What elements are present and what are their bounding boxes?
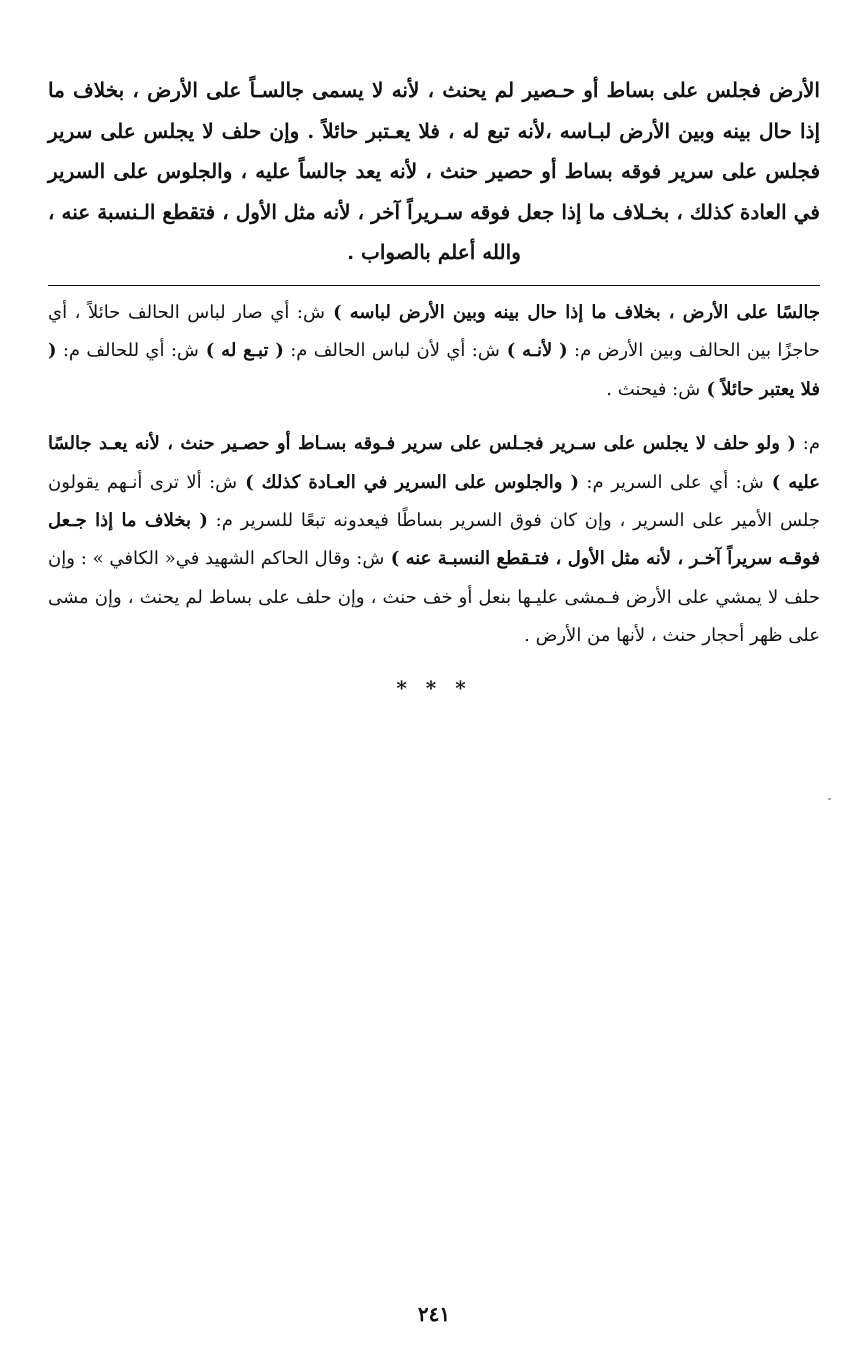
footnote-2-segment: ش: وقال الحاكم الشهيد في« الكافي » : وإن حلف لا يمشي على الأرض فـمشى عليـها بنعل أو خف حنث ، وإن حلف على بساط لم يحنث ، وإن مشى على ظهر أحجار حنث ، لأنها من الأرض .	[48, 548, 820, 647]
section-end-ornament: * * *	[396, 675, 472, 700]
page-number: ٢٤١	[417, 1302, 451, 1326]
footnote-1-segment: ( تبـع له )	[198, 340, 284, 362]
page-body	[48, 70, 820, 700]
scan-speck	[828, 798, 831, 800]
footnote-1-segment: ش: فيحنث .	[606, 378, 701, 400]
footnote-1-segment: جالسًا على الأرض ، بخلاف ما إذا حال بينه وبين الأرض لباسه )	[324, 301, 820, 323]
footnote-2-segment: م:	[795, 433, 820, 455]
footnote-1-segment: ش: أي لأن لباس الحالف م:	[283, 340, 500, 362]
footnote-1-segment: ش: أي للحالف م:	[56, 340, 199, 362]
footnote-2-segment: ش: ألا ترى أنـهم يقولون جلس الأمير على السرير ، وإن كان فوق السرير بساطًا فيعدونه تبعًا للسرير م:	[48, 471, 820, 531]
footnote-2-segment: ( بخلاف ما إذا جـعل فوقـه سريراً آخـر ، لأنه مثل الأول ، فتـقطع النسبـة عنه )	[48, 510, 821, 570]
footnote-1-segment: ش: أي صار لباس الحالف حائلاً ، أي حاجزًا بين الحالف وبين الأرض م:	[48, 301, 821, 362]
footnote-2-segment: ( والجلوس على السرير في العـادة كذلك )	[237, 471, 579, 493]
footnote-1-segment: ( لأنـه )	[499, 340, 568, 362]
footnote-2-segment: ( ولو حلف لا يجلس على سـرير فجـلس على سرير فـوقه بسـاط أو حصـير حنث ، لأنه يعـد جالسًا عليه )	[48, 433, 820, 493]
footnote-paragraph-1	[48, 294, 820, 409]
main-text-paragraph: الأرض فجلس على بساط أو حـصير لم يحنث ، لأنه لا يسمى جالسـاً على الأرض ، بخلاف ما إذا حال بينه وبين الأرض لبـاسه ،لأنه تبع له ، فلا يعـتبر حائلاً . وإن حلف لا يجلس على سرير فجلس على سرير فوقه بساط أو حصير حنث ، لأنه يعد جالساً عليه ، والجلوس على السرير في العادة كذلك ، بخـلاف ما إذا جعل فوقه سـريراً آخر ، لأنه مثل الأول ، فتقطع الـنسبة عنه ، والله أعلم بالصواب .	[48, 78, 820, 265]
footnote-divider	[48, 285, 820, 286]
footnote-2-segment: ش: أي على السرير م:	[578, 471, 764, 493]
footnote-paragraph-2	[48, 425, 820, 655]
footnote-1-segment: ( فلا يعتبر حائلاً )	[48, 340, 820, 400]
